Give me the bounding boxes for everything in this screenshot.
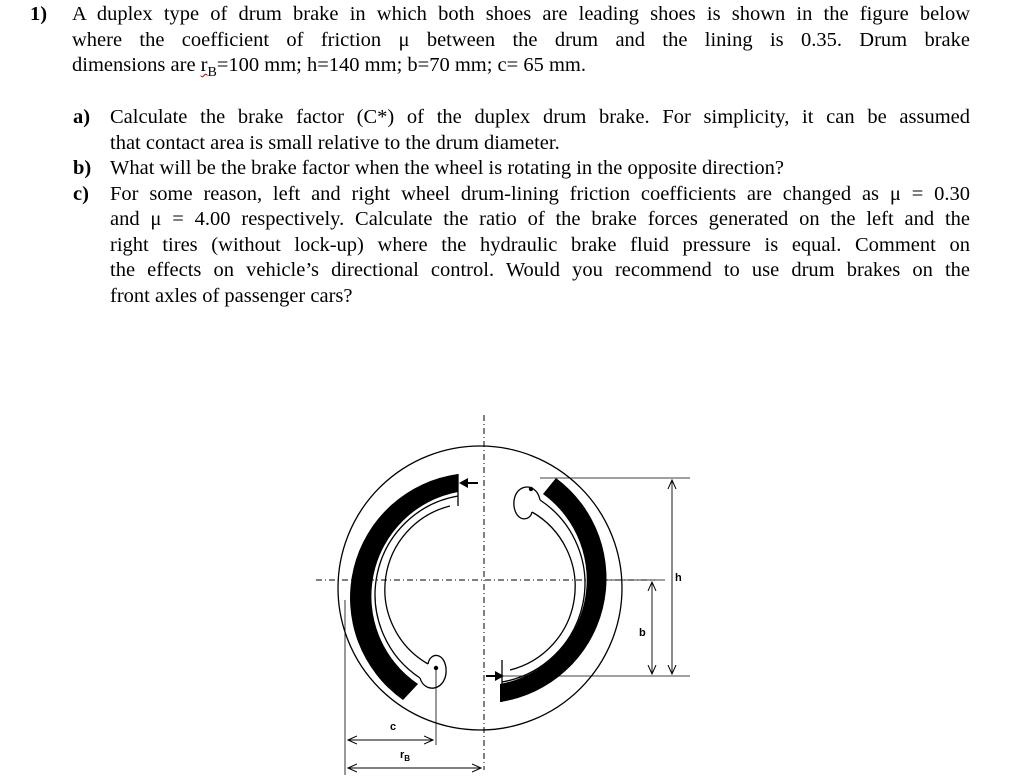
dims-values: =100 mm; h=140 mm; b=70 mm; c= 65 mm.: [216, 54, 586, 76]
left-shoe-anchor: [420, 655, 446, 688]
label-h: h: [675, 572, 682, 584]
question-line-2: where the coefficient of friction μ between the drum and the lining is 0.35. Drum brake: [72, 28, 970, 51]
label-rb-letter: r: [400, 749, 405, 761]
part-c-line-4: the effects on vehicle’s directional control. Would you recommend to use drum brakes on the: [110, 259, 970, 281]
dims-prefix: dimensions are: [72, 54, 201, 76]
part-c-line-5: front axles of passenger cars?: [110, 284, 353, 307]
right-anchor-pin: [529, 487, 533, 491]
question-number: 1): [30, 3, 48, 25]
question-line-1: A duplex type of drum brake in which both shoes are leading shoes is shown in the figure below: [72, 3, 970, 25]
part-b-label: b): [73, 157, 92, 179]
part-c-label: c): [73, 182, 89, 205]
part-c-line-1: For some reason, left and right wheel drum-lining friction coefficients are changed as μ = 0.30: [110, 182, 970, 205]
part-c-line-3: right tires (without lock-up) where the hydraulic brake fluid pressure is equal. Comment on: [110, 233, 970, 256]
part-a-line-2: that contact area is small relative to the drum diameter.: [110, 131, 560, 154]
left-force-arrowhead: [459, 478, 468, 488]
part-b-line-1: What will be the brake factor when the wheel is rotating in the opposite direction?: [110, 157, 784, 179]
rb-letter: r: [200, 54, 208, 76]
label-rb-subscript: B: [404, 754, 411, 763]
drum-circle: [338, 446, 622, 730]
label-b: b: [639, 627, 646, 639]
part-c-line-2: and μ = 4.00 respectively. Calculate the ratio of the brake forces generated on the left and the: [110, 208, 970, 230]
part-a-label: a): [73, 106, 91, 128]
label-c: c: [390, 721, 397, 733]
rb-subscript: B: [207, 65, 217, 81]
part-a-line-1: Calculate the brake factor (C*) of the duplex drum brake. For simplicity, it can be assumed: [110, 106, 970, 128]
label-rb: [400, 749, 410, 763]
